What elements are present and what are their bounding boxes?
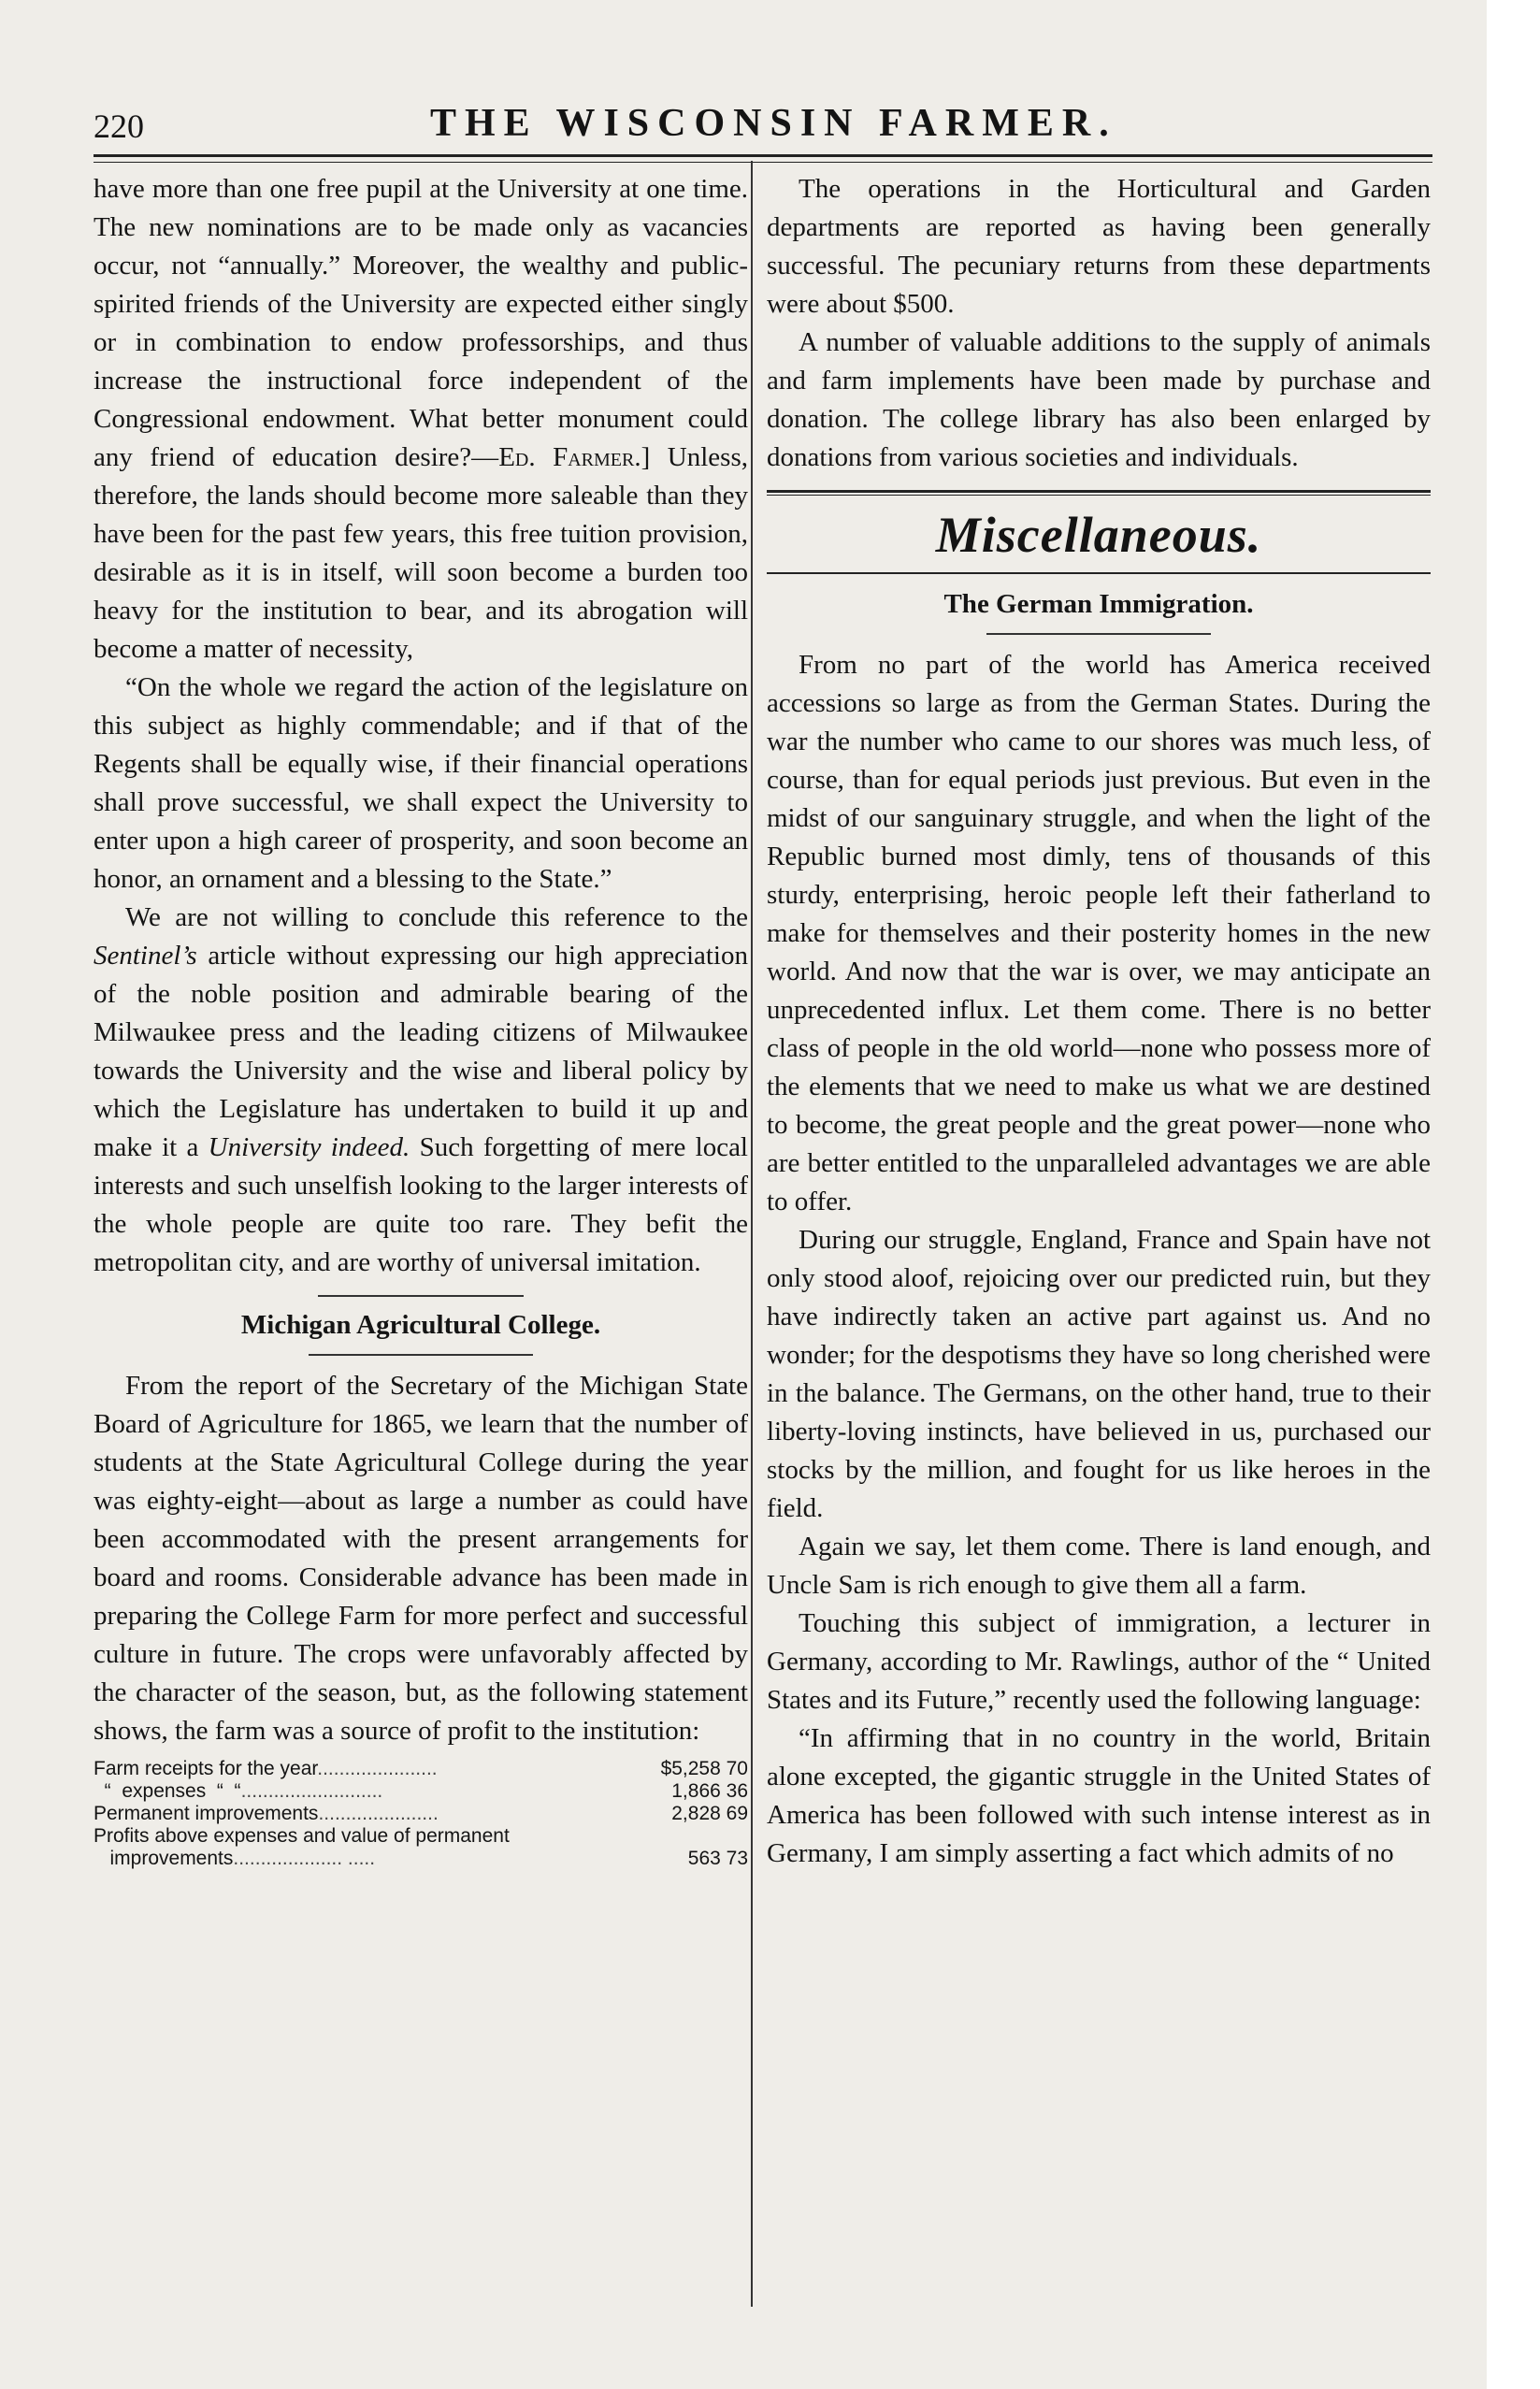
ledger-dot-leader: .................... ..... xyxy=(233,1848,376,1869)
ledger-label: Farm receipts for the year xyxy=(94,1758,318,1779)
header-rule xyxy=(94,154,1432,163)
ledger-row xyxy=(94,1758,748,1780)
ledger-row xyxy=(94,1848,748,1870)
right-column xyxy=(767,170,1431,1873)
ledger-amount: $5,258 70 xyxy=(660,1758,748,1779)
paragraph xyxy=(94,170,748,669)
paragraph: “On the whole we regard the action of the legislature on this subject as highly commendable; and if that of the Regents shall be equally wise, if their financial operations shall prove successful, we shall expect the University to enter upon a high career of prosperity, and soon become an honor, an ornament and a blessing to the State.” xyxy=(94,672,748,894)
paragraph: During our struggle, England, France and Spain have not only stood aloof, rejoicing over our predicted ruin, but they have indirectly taken an active part against us. And no wonder; for the despotisms they have so long cherished were in the balance. The Germans, on the other hand, true to their liberty-loving instincts, have believed in us, purchased our stocks by the million, and fought for us like heroes in the field. xyxy=(767,1225,1431,1523)
ledger-label: Permanent improvements xyxy=(94,1803,319,1824)
page-number: 220 xyxy=(94,108,144,145)
farm-ledger-table xyxy=(94,1758,748,1870)
ledger-label-cell xyxy=(94,1803,608,1825)
ledger-label-cell xyxy=(94,1848,608,1870)
ledger-dot-leader: ...................... xyxy=(318,1803,439,1824)
section-separator xyxy=(318,1295,524,1297)
editor-signature: Ed. Farmer. xyxy=(498,442,641,472)
text: Such forgetting of mere local interests and such unselfish looking to the larger interests of the whole people are quite too rare. They befit the metropolitan city, and are worthy of universal imitation. xyxy=(94,1132,748,1277)
ledger-row xyxy=(94,1803,748,1825)
page-margin xyxy=(1487,0,1540,2389)
university-indeed-italic: University indeed. xyxy=(208,1132,410,1162)
left-column xyxy=(94,170,748,1870)
section-title-rule xyxy=(767,572,1431,574)
section-rule xyxy=(767,490,1431,496)
text: article without expressing our high appreciation of the noble position and admirable bearing of the Milwaukee press and the leading citizens of Milwaukee towards the University and the wise and liberal policy by which the Legislature has undertaken to build it up and make it a xyxy=(94,941,748,1162)
paragraph xyxy=(94,899,748,1282)
column-divider xyxy=(751,161,753,2307)
ledger-dot-leader: .......................... xyxy=(240,1780,383,1802)
text: We are not willing to conclude this reference to the xyxy=(125,902,748,932)
ledger-amount xyxy=(608,1825,748,1848)
text: ] Unless, therefore, the lands should become more saleable than they have been for the past few years, this free tuition provision, desirable as it is in itself, will soon become a burden too heavy for the institution to bear, and its abrogation will become a matter of necessity, xyxy=(94,442,748,664)
heading-underline xyxy=(986,633,1211,635)
paragraph: The operations in the Horticultural and Garden departments are reported as having been generally successful. The pecuniary returns from these departments were about $500. xyxy=(767,174,1431,319)
ledger-amount: 563 73 xyxy=(687,1848,748,1869)
heading-underline xyxy=(309,1354,533,1356)
ledger-label-cell xyxy=(94,1758,608,1780)
ledger-label: Profits above expenses and value of permanent xyxy=(94,1825,510,1847)
ledger-row xyxy=(94,1780,748,1803)
heading-michigan-college: Michigan Agricultural College. xyxy=(240,1310,601,1340)
paragraph: Touching this subject of immigration, a lecturer in Germany, according to Mr. Rawlings, author of the “ United States and its Future,” recently used the following language: xyxy=(767,1608,1431,1715)
text: have more than one free pupil at the University at one time. The new nominations are to be made only as vacancies occur, not “annually.” Moreover, the wealthy and public-spirited friends of the University are expected either singly or in combination to endow professorships, and thus increase the instructional force independent of the Congressional endowment. What better monument could any friend of education desire?— xyxy=(94,174,748,472)
paragraph: A number of valuable additions to the supply of animals and farm implements have been made by purchase and donation. The college library has also been enlarged by donations from various societies and individuals. xyxy=(767,327,1431,472)
paragraph: From no part of the world has America received accessions so large as from the German States. During the war the number who came to our shores was much less, of course, than for equal periods just previous. But even in the midst of our sanguinary struggle, and when the light of the Republic burned most dimly, tens of thousands of this sturdy, enterprising, heroic people left their fatherland to make for themselves and their posterity homes in the new world. And now that the war is over, we may anticipate an unprecedented influx. Let them come. There is no better class of people in the old world—none who possess more of the elements that we need to make us what we are destined to become, the great people and the great power—none who are better entitled to the unparalleled advantages we are able to offer. xyxy=(767,650,1431,1216)
ledger-label: “ expenses “ “ xyxy=(94,1780,241,1802)
ledger-amount: 1,866 36 xyxy=(671,1780,748,1802)
paragraph: From the report of the Secretary of the Michigan State Board of Agriculture for 1865, we learn that the number of students at the State Agricultural College during the year was eighty-eight—about as large a number as could have been accommodated with the present arrangements for board and rooms. Considerable advance has been made in preparing the College Farm for more perfect and successful culture in future. The crops were unfavorably affected by the character of the season, but, as the following statement shows, the farm was a source of profit to the institution: xyxy=(94,1371,748,1746)
sentinel-italic: Sentinel’s xyxy=(94,941,197,971)
section-title-miscellaneous: Miscellaneous. xyxy=(935,507,1262,563)
paragraph: “In affirming that in no country in the world, Britain alone excepted, the gigantic struggle in the United States of America has been followed with such intense interest as in Germany, I am simply asserting a fact which admits of no xyxy=(767,1723,1431,1868)
ledger-label: improvements xyxy=(94,1848,234,1869)
heading-german-immigration: The German Immigration. xyxy=(943,589,1254,619)
ledger-label-cell xyxy=(94,1780,608,1803)
paragraph: Again we say, let them come. There is land enough, and Uncle Sam is rich enough to give them all a farm. xyxy=(767,1532,1431,1600)
page-header xyxy=(94,101,1431,157)
ledger-dot-leader: ...................... xyxy=(317,1758,438,1779)
running-title: THE WISCONSIN FARMER. xyxy=(430,102,1117,145)
ledger-label-cell xyxy=(94,1825,608,1848)
ledger-amount: 2,828 69 xyxy=(671,1803,748,1824)
ledger-row xyxy=(94,1825,748,1848)
